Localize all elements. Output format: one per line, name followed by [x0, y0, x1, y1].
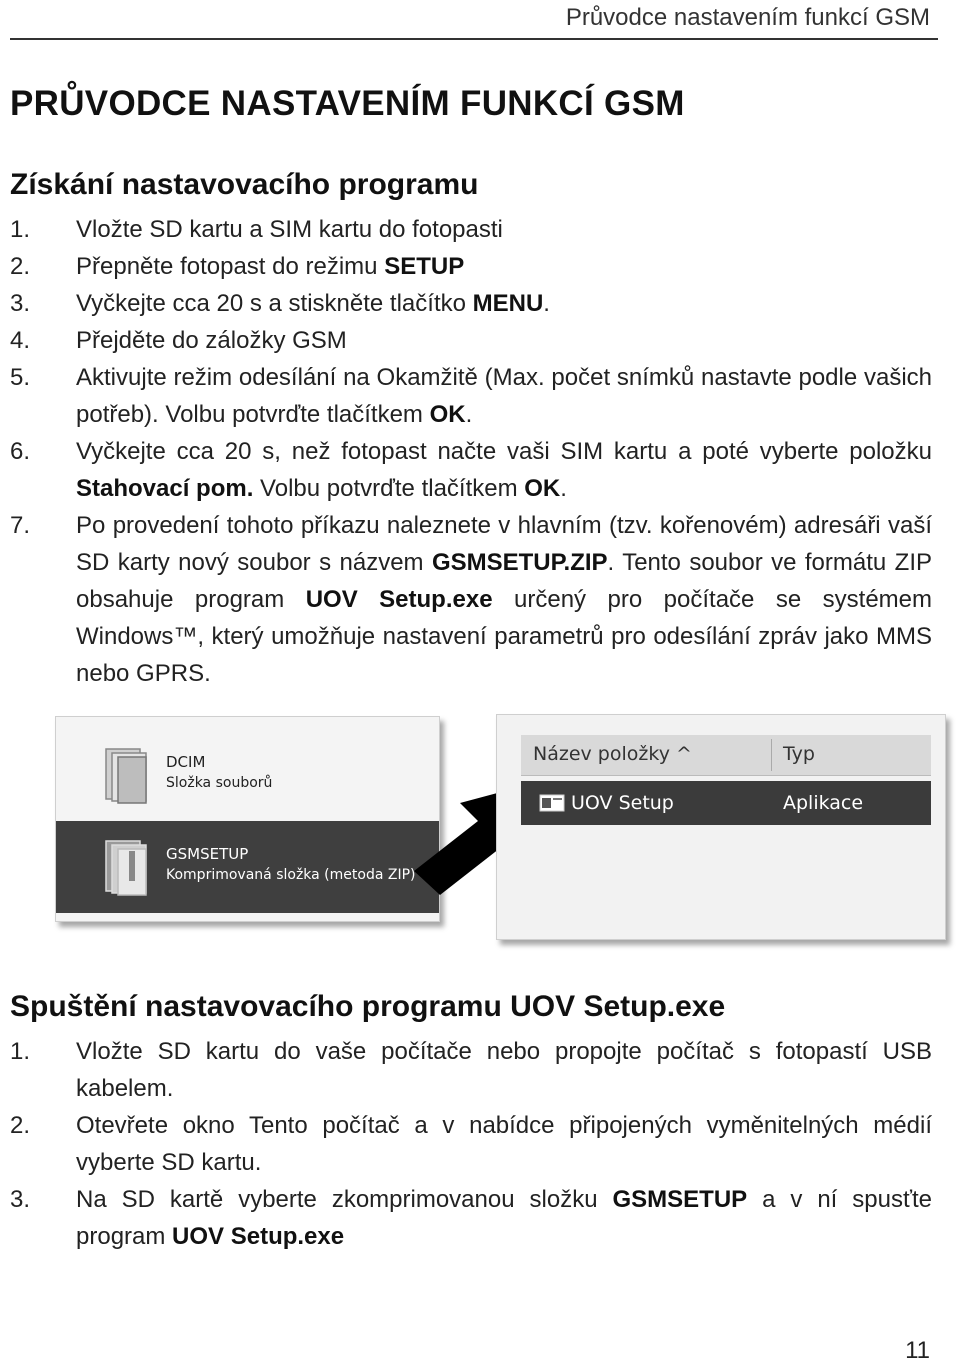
- file-type: Komprimovaná složka (metoda ZIP): [166, 867, 416, 883]
- step-bold-term: OK: [524, 475, 561, 502]
- step-bold-term: GSMSETUP.ZIP: [431, 549, 608, 576]
- step-item: [10, 248, 932, 285]
- step-text: Vložte SD kartu a SIM kartu do fotopasti: [76, 216, 503, 243]
- sort-ascending-icon: ^: [675, 743, 692, 765]
- file-name: DCIM: [166, 753, 206, 771]
- folder-row-gsmsetup: [56, 821, 439, 913]
- column-header-row: [521, 735, 931, 776]
- step-text: Vyčkejte cca 20 s a stiskněte tlačítko: [76, 290, 473, 317]
- step-number: 1.: [10, 216, 31, 243]
- step-bold-term: UOV Setup.exe: [172, 1223, 345, 1250]
- step-number: 7.: [10, 512, 31, 539]
- column-divider: [771, 739, 772, 771]
- page-number: 11: [905, 1337, 930, 1364]
- step-text: Otevřete okno Tento počítač a v nabídce připojených vyměnitelných médií vyberte SD kartu.: [76, 1112, 932, 1176]
- item-type: Aplikace: [783, 792, 864, 814]
- folder-icon: [96, 743, 154, 805]
- step-text: Vložte SD kartu do vaše počítače nebo propojte počítač s fotopastí USB kabelem.: [76, 1038, 932, 1102]
- file-list-screenshot: [496, 714, 946, 940]
- step-item: [10, 433, 932, 507]
- file-type: Složka souborů: [166, 775, 273, 791]
- zip-folder-icon: [96, 835, 154, 897]
- step-text: Na SD kartě vyberte zkomprimovanou složku: [76, 1186, 613, 1213]
- column-header-type: Typ: [783, 743, 815, 765]
- step-text: Po provedení tohoto příkazu naleznete v hlavním (tzv. kořenovém) adresáři vaší SD karty nový soubor s názvem: [76, 512, 932, 576]
- step-item: [10, 1107, 932, 1181]
- step-item: [10, 507, 932, 692]
- step-number: 3.: [10, 1186, 31, 1213]
- step-text: Aktivujte režim odesílání na Okamžitě (Max. počet snímků nastavte podle vašich potřeb). Volbu potvrďte tlačítkem: [76, 364, 932, 428]
- step-item: [10, 1033, 932, 1107]
- step-item: [10, 359, 932, 433]
- step-number: 1.: [10, 1038, 31, 1065]
- column-header-name: Název položky ^: [533, 743, 692, 765]
- step-bold-term: SETUP: [384, 253, 465, 280]
- step-text: Přejděte do záložky GSM: [76, 327, 347, 354]
- step-bold-term: UOV Setup.exe: [305, 586, 493, 613]
- header-divider: [10, 38, 938, 40]
- step-text: .: [560, 475, 567, 502]
- step-number: 5.: [10, 364, 31, 391]
- step-text: Přepněte fotopast do režimu: [76, 253, 385, 280]
- step-bold-term: MENU: [472, 290, 544, 317]
- step-number: 3.: [10, 290, 31, 317]
- file-item-uov-setup: [521, 781, 931, 825]
- step-number: 2.: [10, 253, 31, 280]
- explorer-screenshot: [55, 716, 440, 922]
- section-heading-get-program: Získání nastavovacího programu: [10, 168, 479, 201]
- step-bold-term: OK: [429, 401, 466, 428]
- step-text: a v ní spusťte program: [76, 1186, 932, 1250]
- step-number: 6.: [10, 438, 31, 465]
- application-icon: [539, 794, 565, 812]
- step-item: [10, 322, 932, 359]
- step-text: určený pro počítače se systémem Windows™, který umožňuje nastavení parametrů pro odesílání zpráv jako MMS nebo GPRS.: [76, 586, 933, 687]
- step-text: .: [543, 290, 550, 317]
- step-item: [10, 211, 932, 248]
- running-header: Průvodce nastavením funkcí GSM: [565, 4, 930, 31]
- folder-row-dcim: [56, 729, 439, 821]
- step-item: [10, 285, 932, 322]
- step-number: 2.: [10, 1112, 31, 1139]
- step-text: Volbu potvrďte tlačítkem: [253, 475, 525, 502]
- step-number: 4.: [10, 327, 31, 354]
- step-text: .: [465, 401, 473, 428]
- file-name: GSMSETUP: [166, 845, 249, 863]
- step-item: [10, 1181, 932, 1255]
- steps-list-run-program: [10, 1033, 932, 1255]
- step-bold-term: GSMSETUP: [612, 1186, 748, 1213]
- section-heading-run-program: Spuštění nastavovacího programu UOV Setup.exe: [10, 990, 726, 1023]
- steps-list-get-program: [10, 211, 932, 692]
- page-title: PRŮVODCE NASTAVENÍM FUNKCÍ GSM: [10, 84, 685, 123]
- step-text: Vyčkejte cca 20 s, než fotopast načte vaši SIM kartu a poté vyberte položku: [76, 438, 932, 465]
- step-text: . Tento soubor ve formátu ZIP obsahuje program: [76, 549, 932, 613]
- item-name: UOV Setup: [571, 792, 674, 814]
- step-bold-term: Stahovací pom.: [76, 475, 254, 502]
